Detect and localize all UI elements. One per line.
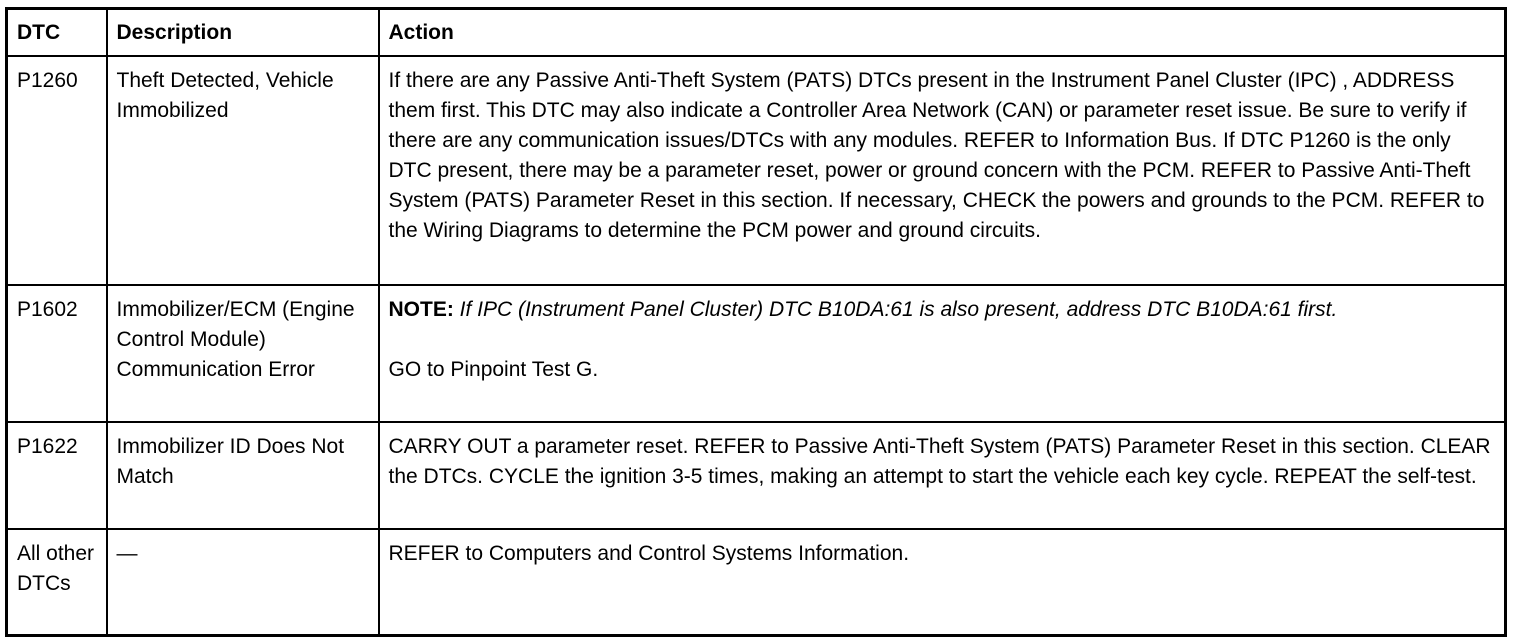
dtc-table-wrapper [5,7,1507,637]
header-dtc: DTC [7,9,107,57]
cell-action [379,285,1506,422]
cell-description: Theft Detected, Vehicle Immobilized [107,56,379,285]
action-text: GO to Pinpoint Test G. [388,358,599,381]
cell-description: Immobilizer ID Does Not Match [107,422,379,529]
cell-dtc: P1622 [7,422,107,529]
header-description: Description [107,9,379,57]
cell-description: — [107,529,379,635]
note-label: NOTE: [388,298,454,321]
cell-description: Immobilizer/ECM (Engine Control Module) Communication Error [107,285,379,422]
header-action: Action [379,9,1506,57]
dtc-table [5,7,1507,637]
note-text: If IPC (Instrument Panel Cluster) DTC B10DA:61 is also present, address DTC B10DA:61 first. [459,298,1338,321]
table-row [7,285,1506,422]
cell-dtc: All other DTCs [7,529,107,635]
table-row [7,529,1506,635]
cell-action: If there are any Passive Anti-Theft System (PATS) DTCs present in the Instrument Panel Cluster (IPC) , ADDRESS them first. This DTC may also indicate a Controller Area Network (CAN) or parameter reset issue. Be sure to verify if there are any communication issues/DTCs with any modules. REFER to Information Bus. If DTC P1260 is the only DTC present, there may be a parameter reset, power or ground concern with the PCM. REFER to Passive Anti-Theft System (PATS) Parameter Reset in this section. If necessary, CHECK the powers and grounds to the PCM. REFER to the Wiring Diagrams to determine the PCM power and ground circuits. [379,56,1506,285]
table-row [7,422,1506,529]
cell-dtc: P1602 [7,285,107,422]
cell-dtc: P1260 [7,56,107,285]
note [389,295,1497,325]
table-header-row [7,9,1506,57]
table-row [7,56,1506,285]
cell-action: REFER to Computers and Control Systems Information. [379,529,1506,635]
cell-action: CARRY OUT a parameter reset. REFER to Passive Anti-Theft System (PATS) Parameter Reset in this section. CLEAR the DTCs. CYCLE the ignition 3-5 times, making an attempt to start the vehicle each key cycle. REPEAT the self-test. [379,422,1506,529]
spacer [389,325,1497,355]
